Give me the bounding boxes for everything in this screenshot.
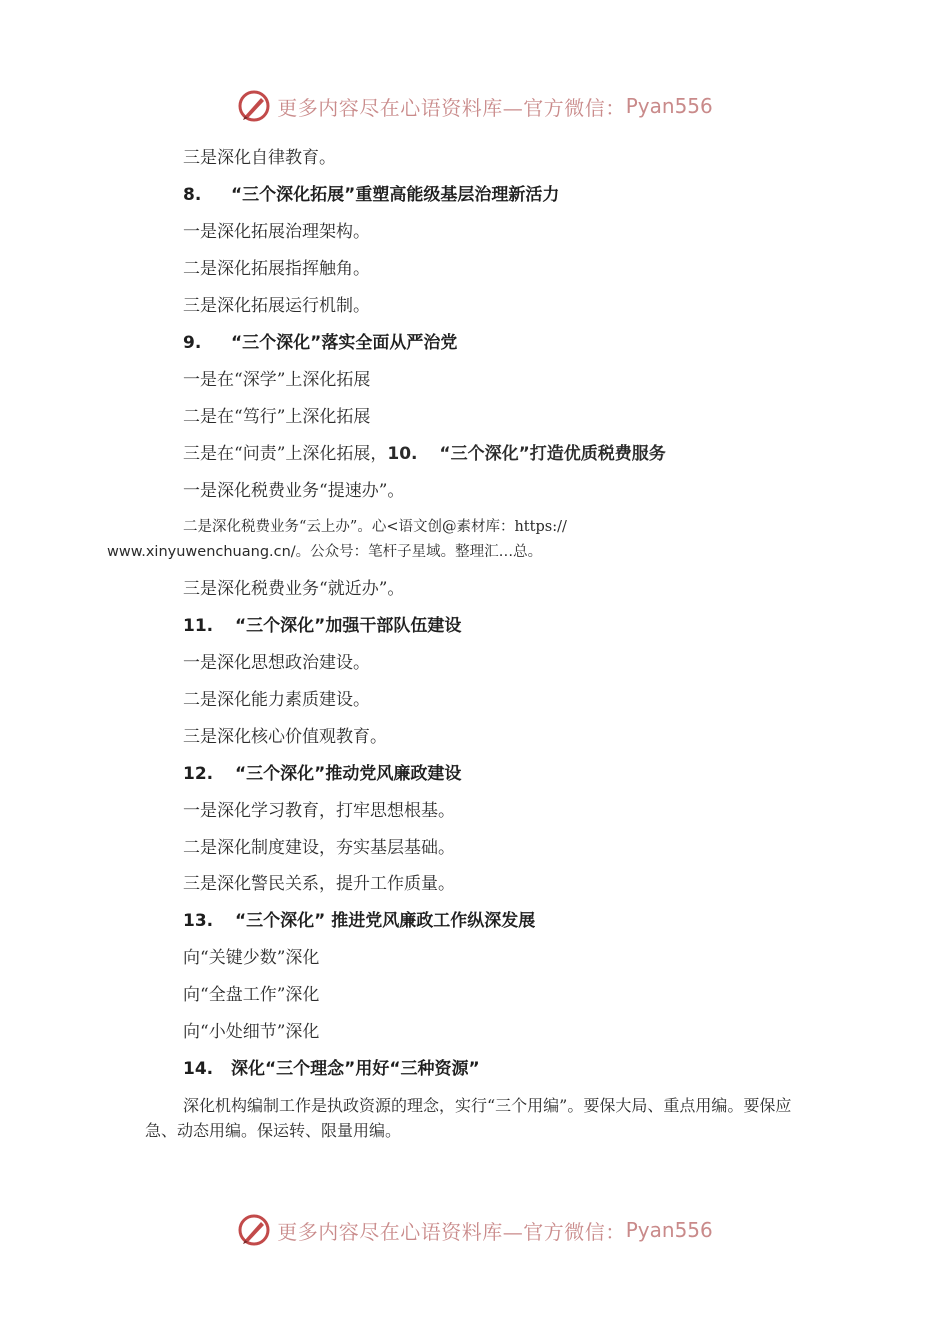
list-item: 三是深化自律教育。 <box>183 148 336 168</box>
watermark-paragraph: 二是深化税费业务“云上办”。心<语文创@素材库：https:// www.xinyuwenchuang.cn/。公众号：笔杆子星域。整理汇…总。 <box>107 519 567 560</box>
list-item: 二是深化制度建设，夯实基层基础。 <box>183 838 455 858</box>
list-item: 一是深化税费业务“提速办”。 <box>183 481 405 501</box>
closing-paragraph: 深化机构编制工作是执政资源的理念，实行“三个用编”。要保大局、重点用编。要保应急、动态用编。保运转、限量用编。 <box>145 1096 792 1140</box>
list-item: 三是深化核心价值观教育。 <box>183 727 387 747</box>
list-item-with-heading-10: 三是在“问责”上深化拓展，10. “三个深化”打造优质税费服务 <box>183 444 666 464</box>
footer-banner <box>0 1210 950 1250</box>
list-item: 二是在“笃行”上深化拓展 <box>183 407 371 427</box>
list-item: 向“关键少数”深化 <box>183 948 320 968</box>
section-heading-9: 9. “三个深化”落实全面从严治党 <box>183 333 458 353</box>
header-banner <box>0 86 950 126</box>
banner-text: 更多内容尽在心语资料库—官方微信： <box>277 95 626 120</box>
banner-wechat-id: Pyan556 <box>625 1218 713 1242</box>
list-item: 向“小处细节”深化 <box>183 1022 320 1042</box>
section-heading-8: 8. “三个深化拓展”重塑高能级基层治理新活力 <box>183 185 560 205</box>
pen-logo-icon <box>237 1213 271 1247</box>
list-item: 一是深化思想政治建设。 <box>183 653 370 673</box>
list-item: 一是深化学习教育，打牢思想根基。 <box>183 801 455 821</box>
pen-logo-icon <box>237 89 271 123</box>
banner-wechat-id: Pyan556 <box>625 94 713 118</box>
list-item: 二是深化拓展指挥触角。 <box>183 259 370 279</box>
section-heading-14: 14. 深化“三个理念”用好“三种资源” <box>183 1059 480 1079</box>
list-item: 三是深化拓展运行机制。 <box>183 296 370 316</box>
list-item: 三是深化税费业务“就近办”。 <box>183 579 405 599</box>
section-heading-13: 13. “三个深化” 推进党风廉政工作纵深发展 <box>183 911 536 931</box>
list-item: 二是深化能力素质建设。 <box>183 690 370 710</box>
list-item: 一是在“深学”上深化拓展 <box>183 370 371 390</box>
section-heading-11: 11. “三个深化”加强干部队伍建设 <box>183 616 462 636</box>
list-item: 一是深化拓展治理架构。 <box>183 222 370 242</box>
banner-text: 更多内容尽在心语资料库—官方微信： <box>277 1219 626 1244</box>
list-item: 向“全盘工作”深化 <box>183 985 320 1005</box>
section-heading-12: 12. “三个深化”推动党风廉政建设 <box>183 764 462 784</box>
list-item: 三是深化警民关系，提升工作质量。 <box>183 874 455 894</box>
